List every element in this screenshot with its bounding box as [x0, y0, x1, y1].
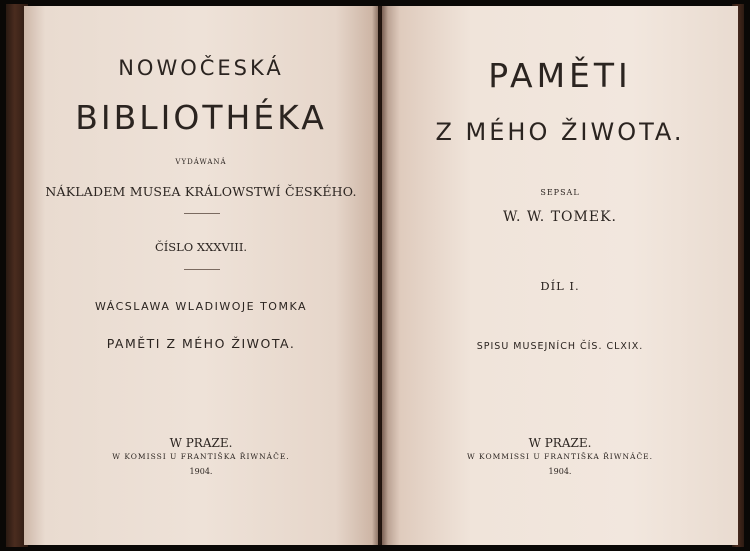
- book-gutter: [372, 6, 388, 545]
- right-page: [382, 6, 738, 545]
- divider: [184, 213, 220, 214]
- work-title: PAMĚTI Z MÉHO ŽIWOTA.: [106, 336, 296, 351]
- book-title-line2: Z MÉHO ŽIWOTA.: [435, 118, 685, 146]
- author-line: WÁCSLAWA WLADIWOJE TOMKA: [94, 300, 307, 313]
- series-title: NOWOČESKÁ: [118, 56, 284, 80]
- divider: [184, 269, 220, 270]
- printer-line: W KOMISSI U FRANTIŠKA ŘIWNÁČE.: [112, 452, 290, 461]
- series-note: SPISU MUSEJNÍCH ČÍS. CLXIX.: [476, 341, 644, 352]
- year-line: 1904.: [548, 467, 572, 476]
- place-line: W PRAZE.: [169, 436, 233, 450]
- left-page: [24, 6, 378, 545]
- publisher-line: NÁKLADEM MUSEA KRÁLOWSTWÍ ČESKÉHO.: [45, 184, 357, 199]
- place-line: W PRAZE.: [528, 436, 592, 450]
- year-line: 1904.: [189, 467, 213, 476]
- written-by-label: SEPSAL: [540, 188, 580, 197]
- book-title-line1: PAMĚTI: [488, 56, 632, 95]
- author-name: W. W. TOMEK.: [503, 209, 617, 225]
- volume-number: ČÍSLO XXXVIII.: [154, 240, 248, 254]
- published-by-label: VYDÁWANÁ: [175, 158, 227, 166]
- series-name: BIBLIOTHÉKA: [75, 98, 327, 137]
- volume-label: DÍL I.: [540, 279, 580, 293]
- printer-line: W KOMMISSI U FRANTIŠKA ŘIWNÁČE.: [466, 452, 654, 461]
